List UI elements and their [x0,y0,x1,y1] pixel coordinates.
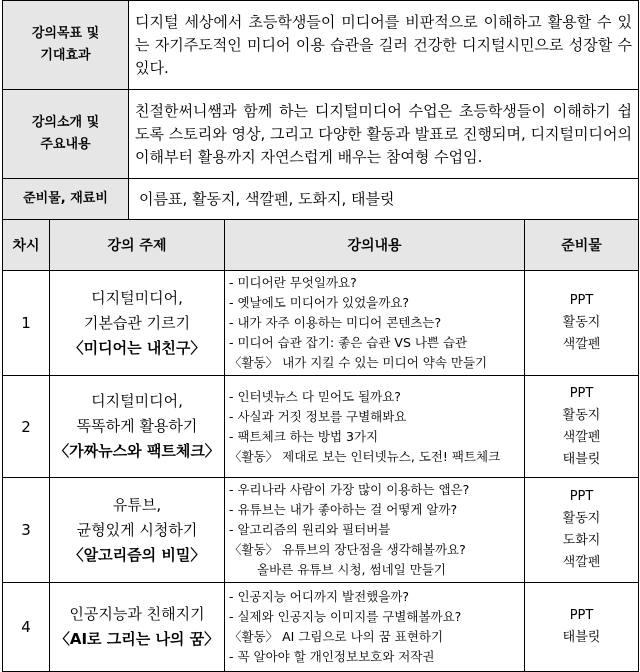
schedule-row [3,271,639,376]
materials-cell [525,583,639,672]
header-materials: 준비물 [525,220,639,271]
materials-cell [525,478,639,583]
content-item: - 알고리즘의 원리와 필터버블 [229,522,391,537]
material-item: PPT [569,293,594,308]
topic-cell [50,376,225,478]
content-item: - 인터넷뉴스 다 믿어도 될까요? [229,388,401,404]
session-number: 4 [3,583,50,672]
topic-line: 균형있게 시청하기 [76,520,198,539]
header-session: 차시 [3,220,50,271]
session-number: 1 [3,271,50,376]
content-item: - 팩트체크 하는 방법 3가지 [229,428,379,444]
content-item: - 우리나라 사람이 가장 많이 이용하는 앱은? [229,482,470,497]
material-item: 태블릿 [562,451,601,467]
topic-line: 똑똑하게 활용하기 [76,417,198,435]
prep-label: 준비물, 재료비 [3,179,129,220]
topic-line: 유튜브, [112,495,162,514]
content-item: 올바른 유튜브 시청, 썸네일 만들기 [257,562,446,577]
content-item: - 사실과 거짓 정보를 구별해봐요 [229,408,407,424]
intro-row [3,90,639,179]
materials-cell [525,271,639,376]
material-item: 활동지 [562,511,601,526]
topic-line: 디지털미디어, [91,392,183,410]
content-item: 〈활동〉 AI 그림으로 나의 꿈 표현하기 [229,629,444,644]
schedule-header-row [3,220,639,271]
content-item: - 유튜브는 내가 좋아하는 걸 어떻게 알까? [229,502,458,517]
content-cell [225,583,525,672]
materials-cell [525,376,639,478]
schedule-row [3,478,639,583]
material-item: 도화지 [562,533,601,548]
topic-cell [50,271,225,376]
goals-label: 강의목표 및 기대효과 [3,1,129,90]
intro-label: 강의소개 및 주요내용 [3,90,129,179]
material-item: PPT [569,489,594,504]
content-item: 〈활동〉 유튜브의 장단점을 생각해볼까요? [229,542,466,557]
intro-text: 친절한써니쌤과 함께 하는 디지털미디어 수업은 초등학생들이 이해하기 쉽도록 스토리와 영상, 그리고 다양한 활동과 발표로 진행되며, 디지털미디어의 이해부터 활용까지 자연스럽게 배우는 참여형 수업임. [129,90,639,179]
content-item: - 내가 자주 이용하는 미디어 콘텐츠는? [229,315,442,330]
schedule-table [2,219,639,672]
material-item: 활동지 [562,315,601,330]
content-item: - 옛날에도 미디어가 있었을까요? [229,295,410,310]
material-item: 색깔펜 [562,337,601,352]
schedule-row [3,583,639,672]
topic-cell [50,478,225,583]
topic-subtitle: 〈AI로 그리는 나의 꿈〉 [54,630,220,648]
content-cell [225,376,525,478]
session-number: 3 [3,478,50,583]
content-item: - 인공지능 어디까지 발전했을까? [229,589,410,604]
schedule-body [3,271,639,672]
content-item: - 미디어 습관 잡기: 좋은 습관 VS 나쁜 습관 [229,335,468,350]
content-item: - 꼭 알아야 할 개인정보보호와 저작권 [229,649,435,664]
content-item: - 실제와 인공지능 이미지를 구별해볼까요? [229,609,462,624]
material-item: 색깔펜 [562,555,601,570]
course-overview-table [2,0,639,220]
topic-subtitle: 〈가짜뉴스와 팩트체크〉 [54,442,220,460]
prep-row [3,179,639,220]
material-item: PPT [569,608,594,623]
header-topic: 강의 주제 [50,220,225,271]
prep-text: 이름표, 활동지, 색깔펜, 도화지, 태블릿 [129,179,639,220]
material-item: 태블릿 [562,630,601,645]
topic-subtitle: 〈알고리즘의 비밀〉 [68,545,206,564]
header-content: 강의내용 [225,220,525,271]
content-item: 〈활동〉 내가 지킬 수 있는 미디어 약속 만들기 [229,355,488,370]
material-item: 활동지 [562,407,601,423]
content-cell [225,478,525,583]
material-item: 색깔펜 [562,429,601,445]
topic-subtitle: 〈미디어는 내친구〉 [68,338,206,357]
material-item: PPT [569,385,594,401]
content-cell [225,271,525,376]
session-number: 2 [3,376,50,478]
topic-line: 기본습관 기르기 [83,313,191,332]
topic-line: 디지털미디어, [91,288,183,307]
topic-line: 인공지능과 친해지기 [69,605,205,623]
topic-cell [50,583,225,672]
content-item: 〈활동〉 제대로 보는 인터넷뉴스, 도전! 팩트체크 [229,448,501,464]
goals-text: 디지털 세상에서 초등학생들이 미디어를 비판적으로 이해하고 활용할 수 있는 자기주도적인 미디어 이용 습관을 길러 건강한 디지털시민으로 성장할 수 있다. [129,1,639,90]
content-item: - 미디어란 무엇일까요? [229,275,357,290]
schedule-row [3,376,639,478]
goals-row [3,1,639,90]
